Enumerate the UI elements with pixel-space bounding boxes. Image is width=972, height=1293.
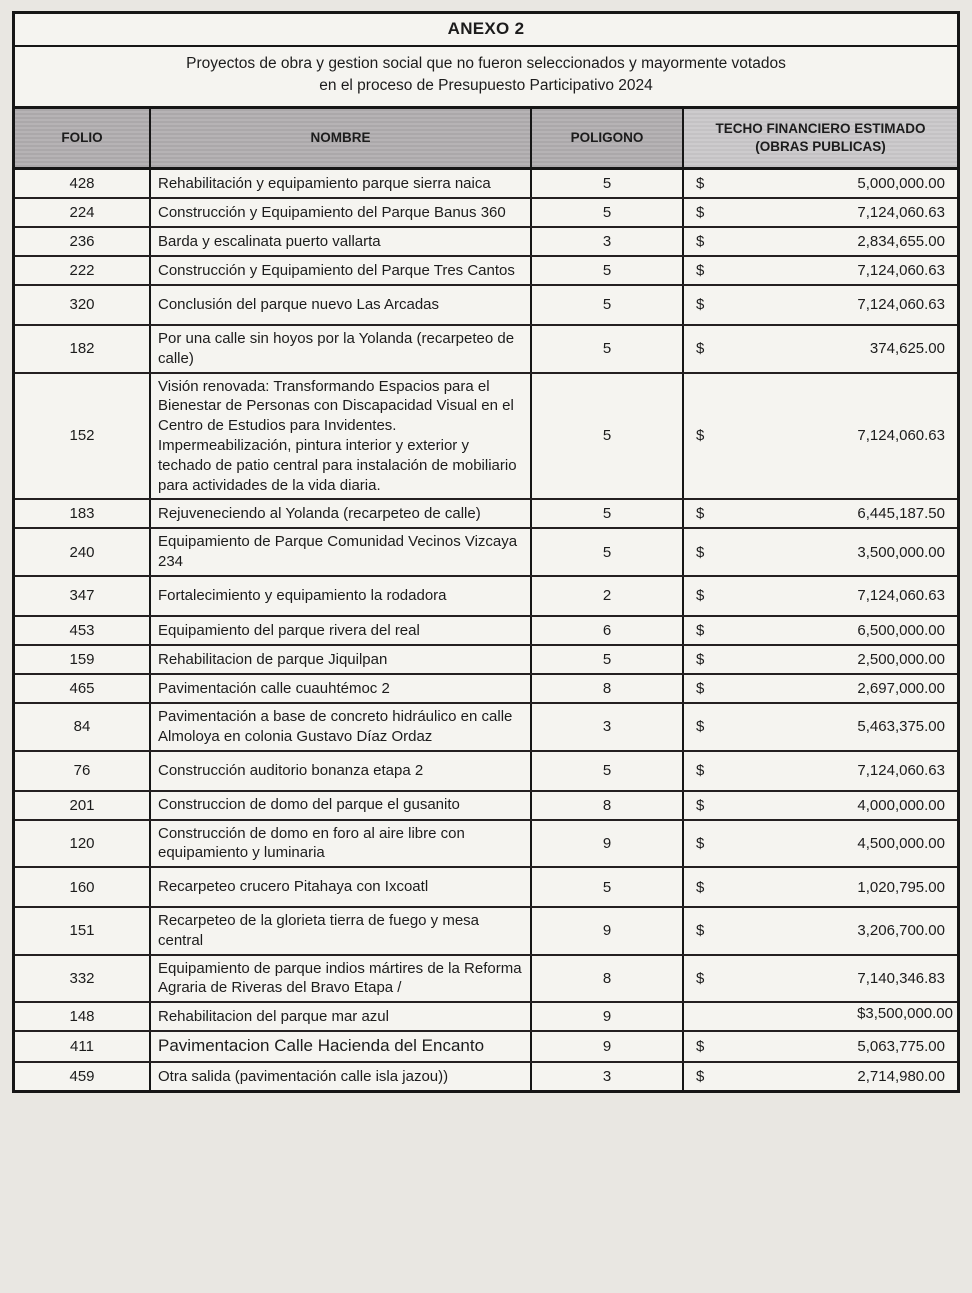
currency-symbol: $ [696,505,705,523]
nombre-cell: Recarpeteo de la glorieta tierra de fuego y mesa central [151,908,532,954]
folio-cell: 465 [15,675,151,702]
amount-value: 7,124,060.63 [857,587,945,605]
currency-symbol: $ [696,203,705,221]
nombre-cell: Barda y escalinata puerto vallarta [151,228,532,255]
currency-symbol: $ [696,174,705,192]
amount-cell [684,228,957,255]
table-row [15,752,957,792]
currency-symbol: $ [696,296,705,314]
amount-value: 6,500,000.00 [857,621,945,639]
currency-symbol: $ [696,427,705,445]
document-sheet [12,11,960,1093]
nombre-cell: Conclusión del parque nuevo Las Arcadas [151,286,532,324]
amount-value: 3,206,700.00 [857,922,945,940]
amount-value: 5,000,000.00 [857,174,945,192]
currency-symbol: $ [696,1068,705,1086]
nombre-cell: Equipamiento de parque indios mártires de la Reforma Agraria de Riveras del Bravo Etapa / [151,956,532,1002]
folio-cell: 183 [15,500,151,527]
amount-value: 6,445,187.50 [857,505,945,523]
currency-symbol: $ [696,587,705,605]
subtitle-line-1: Proyectos de obra y gestion social que no fueron seleccionados y mayormente votados [186,55,786,72]
amount-cell [684,908,957,954]
amount-cell [684,752,957,790]
amount-value: 5,463,375.00 [857,718,945,736]
poligono-cell: 3 [532,228,684,255]
currency-symbol: $ [696,834,705,852]
poligono-cell: 9 [532,1003,684,1030]
table-row [15,1003,957,1032]
nombre-cell: Construcción auditorio bonanza etapa 2 [151,752,532,790]
amount-cell [684,1003,957,1030]
table-row [15,704,957,752]
table-row [15,286,957,326]
poligono-cell: 5 [532,326,684,372]
folio-cell: 240 [15,529,151,575]
currency-symbol: $ [696,543,705,561]
column-header-techo [684,109,957,167]
folio-cell: 151 [15,908,151,954]
poligono-cell: 3 [532,704,684,750]
poligono-cell: 5 [532,752,684,790]
amount-value: 7,124,060.63 [857,762,945,779]
nombre-cell: Equipamiento de Parque Comunidad Vecinos Vizcaya 234 [151,529,532,575]
amount-cell [684,821,957,867]
amount-cell [684,868,957,906]
table-row [15,675,957,704]
amount-value: 7,124,060.63 [857,296,945,314]
table-row [15,326,957,374]
table-row [15,228,957,257]
amount-value: 7,124,060.63 [857,203,945,221]
nombre-cell: Por una calle sin hoyos por la Yolanda (recarpeteo de calle) [151,326,532,372]
nombre-cell: Pavimentación a base de concreto hidráulico en calle Almoloya en colonia Gustavo Díaz Ordaz [151,704,532,750]
currency-symbol: $ [696,718,705,736]
amount-cell [684,326,957,372]
amount-cell [684,704,957,750]
table-row [15,956,957,1004]
table-row [15,374,957,501]
amount-value: 2,500,000.00 [857,650,945,668]
table-row [15,1063,957,1090]
amount-value: 374,625.00 [869,340,945,358]
amount-cell [684,199,957,226]
currency-symbol: $ [696,1038,705,1056]
currency-symbol: $ [696,261,705,279]
amount-value: 3,500,000.00 [857,543,945,561]
column-header-techo-line2: (OBRAS PUBLICAS) [755,138,886,154]
amount-cell [684,956,957,1002]
table-row [15,617,957,646]
poligono-cell: 8 [532,956,684,1002]
poligono-cell: 9 [532,1032,684,1061]
folio-cell: 84 [15,704,151,750]
column-header-techo-line1: TECHO FINANCIERO ESTIMADO [715,121,926,137]
folio-cell: 148 [15,1003,151,1030]
folio-cell: 182 [15,326,151,372]
poligono-cell: 5 [532,500,684,527]
amount-cell [684,500,957,527]
nombre-cell: Rejuveneciendo al Yolanda (recarpeteo de calle) [151,500,532,527]
folio-cell: 159 [15,646,151,673]
poligono-cell: 5 [532,170,684,197]
amount-value: $3,500,000.00 [857,1005,953,1023]
folio-cell: 459 [15,1063,151,1090]
currency-symbol: $ [696,762,705,779]
amount-value: 5,063,775.00 [857,1038,945,1056]
currency-symbol: $ [696,232,705,250]
poligono-cell: 8 [532,675,684,702]
folio-cell: 320 [15,286,151,324]
table-row [15,170,957,199]
poligono-cell: 2 [532,577,684,615]
column-header-folio: FOLIO [15,109,151,167]
poligono-cell: 3 [532,1063,684,1090]
folio-cell: 222 [15,257,151,284]
table-row [15,529,957,577]
nombre-cell: Construcción de domo en foro al aire libre con equipamiento y luminaria [151,821,532,867]
table-row [15,908,957,956]
folio-cell: 236 [15,228,151,255]
amount-cell [684,675,957,702]
folio-cell: 347 [15,577,151,615]
nombre-cell: Rehabilitación y equipamiento parque sierra naica [151,170,532,197]
poligono-cell: 9 [532,821,684,867]
table-row [15,821,957,869]
table-row [15,257,957,286]
amount-value: 7,124,060.63 [857,261,945,279]
table-row [15,577,957,617]
poligono-cell: 5 [532,529,684,575]
nombre-cell: Construcción y Equipamiento del Parque Banus 360 [151,199,532,226]
amount-cell [684,577,957,615]
amount-cell [684,1063,957,1090]
folio-cell: 224 [15,199,151,226]
poligono-cell: 5 [532,257,684,284]
nombre-cell: Equipamiento del parque rivera del real [151,617,532,644]
nombre-cell: Construcción y Equipamiento del Parque Tres Cantos [151,257,532,284]
table-row [15,646,957,675]
currency-symbol: $ [696,621,705,639]
table-row [15,500,957,529]
amount-cell [684,286,957,324]
column-header-nombre: NOMBRE [151,109,532,167]
amount-cell [684,170,957,197]
poligono-cell: 5 [532,646,684,673]
table-body [15,170,957,1090]
poligono-cell: 5 [532,868,684,906]
currency-symbol: $ [696,340,705,358]
subtitle-line-2: en el proceso de Presupuesto Participativo 2024 [319,77,653,95]
currency-symbol: $ [696,878,705,896]
folio-cell: 201 [15,792,151,819]
column-header-poligono: POLIGONO [532,109,684,167]
currency-symbol: $ [696,796,705,814]
folio-cell: 120 [15,821,151,867]
poligono-cell: 5 [532,374,684,499]
table-header-row [15,109,957,170]
folio-cell: 160 [15,868,151,906]
amount-value: 7,140,346.83 [857,969,945,987]
table-row [15,1032,957,1063]
nombre-cell: Pavimentacion Calle Hacienda del Encanto [151,1032,532,1061]
amount-value: 2,697,000.00 [857,679,945,697]
currency-symbol: $ [696,922,705,940]
amount-cell [684,617,957,644]
nombre-cell: Recarpeteo crucero Pitahaya con Ixcoatl [151,868,532,906]
folio-cell: 453 [15,617,151,644]
amount-cell [684,792,957,819]
folio-cell: 76 [15,752,151,790]
amount-value: 2,834,655.00 [857,232,945,250]
currency-symbol: $ [696,650,705,668]
folio-cell: 152 [15,374,151,499]
amount-cell [684,257,957,284]
amount-value: 1,020,795.00 [857,878,945,896]
amount-value: 2,714,980.00 [857,1068,945,1086]
nombre-cell: Otra salida (pavimentación calle isla jazou)) [151,1063,532,1090]
table-row [15,868,957,908]
amount-cell [684,646,957,673]
amount-value: 4,500,000.00 [857,834,945,852]
poligono-cell: 5 [532,286,684,324]
poligono-cell: 6 [532,617,684,644]
nombre-cell: Visión renovada: Transformando Espacios para el Bienestar de Personas con Discapacidad Visual en el Centro de Estudios para Invidentes. Impermeabilización, pintura interior y exterior y techado de patio central para instalación de mobiliario para actividades de la vida diaria. [151,374,532,499]
currency-symbol: $ [696,969,705,987]
amount-cell [684,374,957,499]
nombre-cell: Rehabilitacion de parque Jiquilpan [151,646,532,673]
folio-cell: 428 [15,170,151,197]
table-row [15,199,957,228]
amount-cell [684,529,957,575]
poligono-cell: 8 [532,792,684,819]
nombre-cell: Fortalecimiento y equipamiento la rodadora [151,577,532,615]
document-title: ANEXO 2 [15,14,957,47]
folio-cell: 332 [15,956,151,1002]
folio-cell: 411 [15,1032,151,1061]
table-row [15,792,957,821]
poligono-cell: 5 [532,199,684,226]
nombre-cell: Rehabilitacion del parque mar azul [151,1003,532,1030]
amount-cell [684,1032,957,1061]
amount-value: 4,000,000.00 [857,796,945,814]
currency-symbol: $ [696,679,705,697]
nombre-cell: Construccion de domo del parque el gusanito [151,792,532,819]
poligono-cell: 9 [532,908,684,954]
amount-value: 7,124,060.63 [857,427,945,445]
document-subtitle [15,47,957,109]
nombre-cell: Pavimentación calle cuauhtémoc 2 [151,675,532,702]
